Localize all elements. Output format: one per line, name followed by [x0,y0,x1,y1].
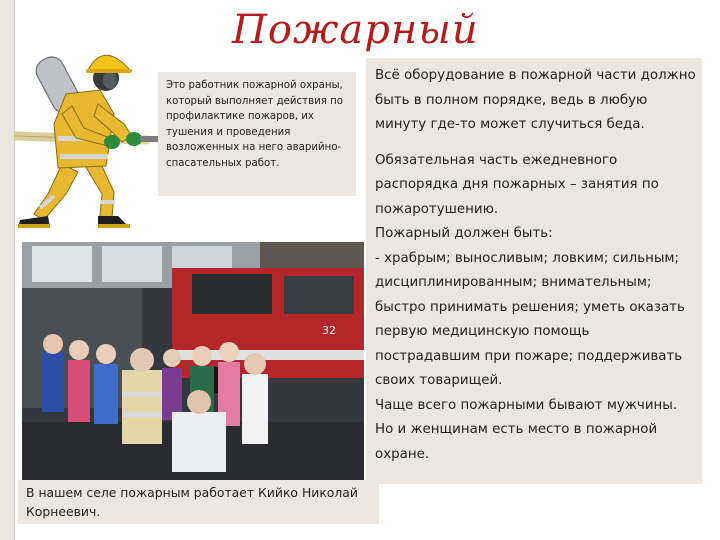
paragraph-qualities-heading: Пожарный должен быть: [375,226,553,241]
fire-station-photo [22,242,364,484]
paragraph-qualities-list: - храбрым; выносливым; ловким; сильным; дисциплинированным; внимательным; быстро принимать решения; уметь оказать первую медицинскую помощь пострадавшим при пожаре; поддерживать своих товарищей. [375,250,685,388]
main-text-box [366,58,702,484]
caption-box: В нашем селе пожарным работает Кийко Николай Корнеевич. [18,480,379,524]
paragraph-training: Обязательная часть ежедневного распорядка дня пожарных – занятия по пожаротушению. [375,152,659,217]
slide-title: Пожарный [232,7,479,53]
left-decor-strip [0,0,14,540]
firefighter-illustration [14,44,164,230]
paragraph-gender: Чаще всего пожарными бывают мужчины. Но и женщинам есть место в пожарной охране. [375,397,678,462]
paragraph-equipment: Всё оборудование в пожарной части должно быть в полном порядке, ведь в любую минуту где-то может случиться беда. [375,68,696,132]
truck-number: 32 [322,324,336,337]
definition-box: Это работник пожарной охраны, который выполняет действия по профилактике пожаров, их тушения и проведения возложенных на него аварийно-спасательных работ. [158,72,356,196]
